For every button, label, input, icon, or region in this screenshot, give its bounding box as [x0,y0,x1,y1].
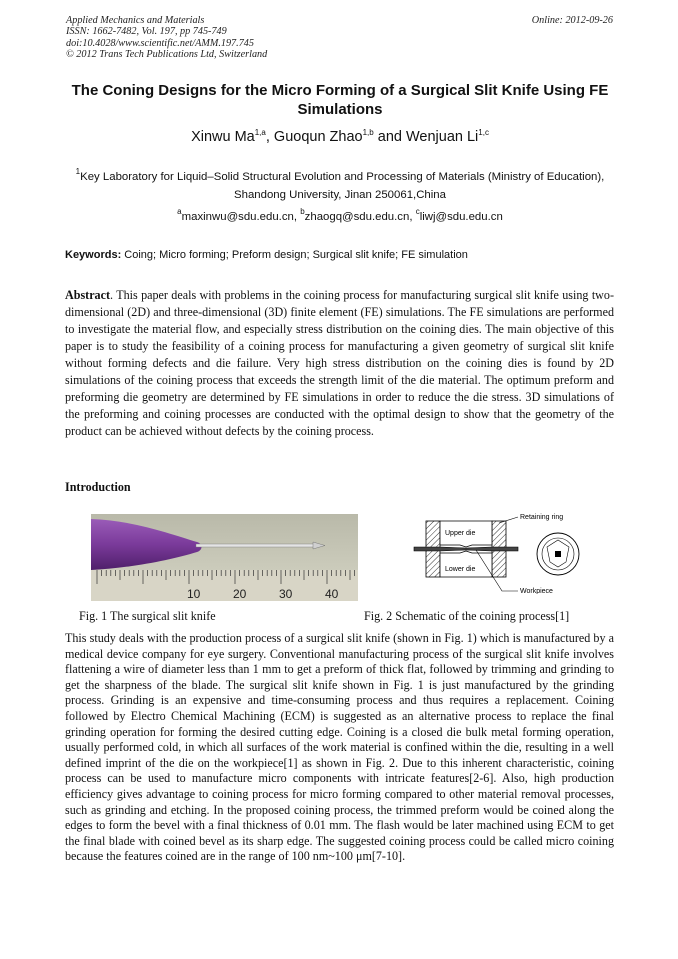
label-upper-die: Upper die [445,530,476,537]
email-link[interactable]: zhaogq@sdu.edu.cn [304,211,410,223]
abstract-text: . This paper deals with problems in the coining process for manufacturing surgical slit knife using two-dimensional (2D) and three-dimensional (3D) finite element (FE) simulations. The FE simulations are performed to investigate the material flow, and especially stress distribution on the coining dies. The main objective of this paper is to study the feasibility of a coining process for manufacturing a given geometry of surgical slit knife without forming defects and die failure. Very high stress distribution on the coining dies is found by 2D simulations of the coining process that exceeds the strength limit of the die material. The optimum preform and preforming die geometry are determined by FE simulations in order to reduce the die stress. 3D simulations of the preforming and coining processes are conducted with the optimal design to show that the geometry of the product can be achieved without defects by the coining process. [65,288,614,439]
copyright-line: © 2012 Trans Tech Publications Ltd, Switzerland [66,48,268,60]
abstract-label: Abstract [65,288,111,302]
email-link[interactable]: maxinwu@sdu.edu.cn [181,211,294,223]
email-list: $^a$maxinwu@sdu.edu.cn, $^b$zhaogq@sdu.edu.cn, $^c$liwj@sdu.edu.cn [177,207,503,223]
ruler-label: 30 [279,587,293,601]
author-name: Xinwu Ma [191,129,255,145]
keywords-text: Coing; Micro forming; Preform design; Surgical slit knife; FE simulation [121,249,468,261]
email-link[interactable]: liwj@sdu.edu.cn [419,211,503,223]
figure-2-caption: Fig. 2 Schematic of the coining process[1] [364,609,570,623]
author-sup: 1,b [362,128,374,137]
ruler-label: 20 [233,587,247,601]
ruler-label: 40 [325,587,339,601]
figure-1-caption: Fig. 1 The surgical slit knife [79,609,216,623]
figure-1-photo [91,514,358,601]
author-name: Guoqun Zhao [273,129,363,145]
introduction-paragraph: This study deals with the production process of a surgical slit knife (shown in Fig. 1) which is manufactured by a medical device company for eye surgery. Conventional manufacturing process of the surgical slit knife involves flattening a wire of diameter less than 1 mm to get a preform of thick flat, followed by trimming and grinding to get the sharpness of the blade. The surgical slit knife shown in Fig. 1 is just manufactured by the grinding process. Grinding is an expensive and time-consuming process and thus requires a replacement. Coining followed by Electro Chemical Machining (ECM) is suggested as an alternative process to replace the final grinding operation for forming the desired cutting edge. Coining is a closed die bulk metal forming operation, usually performed cold, in which all surfaces of the work material is confined within the die, resulting in a well defined imprint of the die on the workpiece[1] as shown in Fig. 2. Due to this inherent characteristic, coining process can be used to manufacture micro components with intricate features[2-6]. Also, high production efficiency gives advantage to coining process for micro forming compared to other material removal processes, such as grinding and etching. In the proposed coining process, the trimmed preform would be coined along the edges to form the bevel with a final thickness of 0.01 mm. The flash would be later machined using ECM to get the final blade with coined bevel as its sharp edge. The suggested coining process could be called micro coining because the features coined are in the range of 100 nm~100 μm[7-10]. [65,631,614,864]
affiliation: $^1$Key Laboratory for Liquid–Solid Structural Evolution and Processing of Materials (Ministry of Education), Shandong University, Jinan 250061,China [75,167,605,201]
issn-line: ISSN: 1662-7482, Vol. 197, pp 745-749 [66,26,227,38]
label-workpiece: Workpiece [520,588,553,594]
author-sup: 1,c [478,128,489,137]
abstract [65,287,614,440]
top-view-workpiece [555,551,561,557]
ruler-label: 10 [187,587,201,601]
keywords [65,249,468,261]
figure-2-schematic [406,509,611,594]
author-list: Xinwu Ma$^{1,a}$, Guoqun Zhao$^{1,b}$ and Wenjuan Li$^{1,c}$ [191,128,489,145]
lower-die [440,551,492,577]
doi-line: doi:10.4028/www.scientific.net/AMM.197.745 [66,37,254,49]
workpiece [414,547,518,551]
author-sup: 1,a [254,128,266,137]
label-lower-die: Lower die [445,566,476,573]
leader-retaining-ring [499,517,518,523]
paper-title: The Coning Designs for the Micro Forming of a Surgical Slit Knife Using FE Simulations [71,82,609,118]
knife-shaft [196,544,316,547]
journal-name: Applied Mechanics and Materials [66,15,205,26]
author-name: Wenjuan Li [405,129,479,145]
section-heading-introduction: Introduction [65,480,131,494]
keywords-label: Keywords: [65,249,122,261]
online-date: Online: 2012-09-26 [531,15,613,26]
label-retaining-ring: Retaining ring [520,514,564,521]
journal-header [66,15,267,60]
